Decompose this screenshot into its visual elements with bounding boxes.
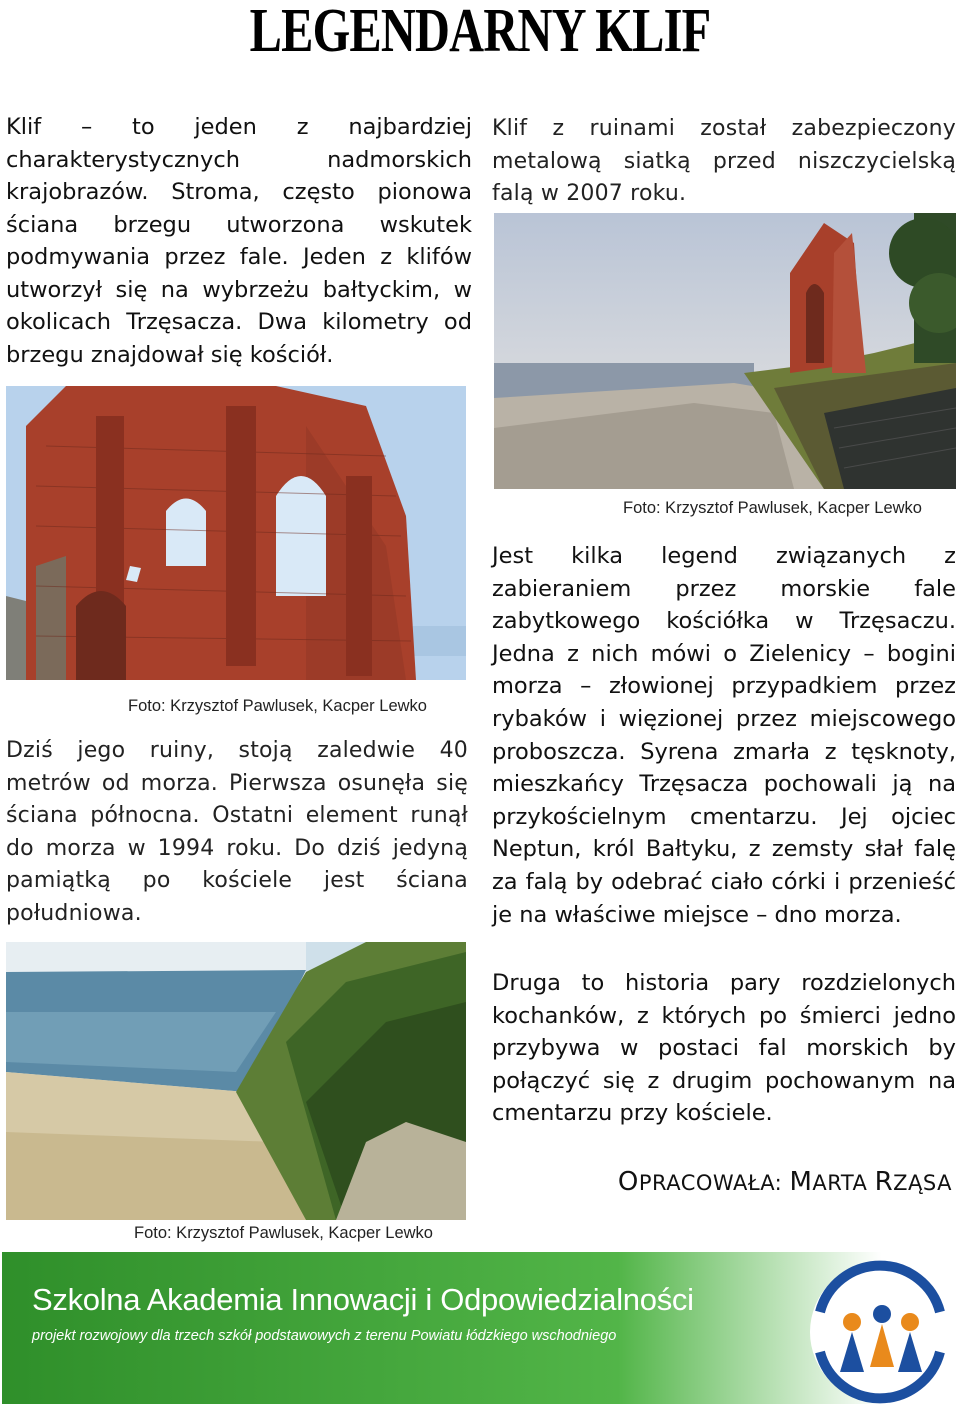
cliff-ruins-photo xyxy=(494,213,956,489)
legend2-paragraph: Druga to historia pary rozdzielonych kochanków, z których po śmierci jedno przybywa w postaci fal morskich by połączyć się z drugim pochowanym na cmentarzu przy kościele. xyxy=(492,970,956,1127)
banner-title: Szkolna Akademia Innowacji i Odpowiedzialności xyxy=(32,1282,694,1317)
sapio-logo-icon xyxy=(810,1262,950,1402)
project-banner xyxy=(2,1252,958,1404)
photo-caption-ruins: Foto: Krzysztof Pawlusek, Kacper Lewko xyxy=(128,697,427,715)
intro-paragraph: Klif – to jeden z najbardziej charakterystycznych nadmorskich krajobrazów. Stroma, często pionowa ściana brzegu utworzona wskutek podmywania przez fale. Jeden z klifów utworzył się na wybrzeżu bałtyckim, w okolicach Trzęsacza. Dwa kilometry od brzegu znajdował się kościół. xyxy=(6,114,472,368)
church-ruins-photo xyxy=(6,386,466,680)
author-credit: OPRACOWAŁA: MARTA RZĄSA xyxy=(617,1167,952,1197)
beach-cliff-photo xyxy=(6,942,466,1220)
banner-subtitle: projekt rozwojowy dla trzech szkół podstawowych z terenu Powiatu łódzkiego wschodniego xyxy=(32,1328,617,1344)
ruins-paragraph: Dziś jego ruiny, stoją zaledwie 40 metrów od morza. Pierwsza osunęła się ściana północna. Ostatni element runął do morza w 1994 roku. Do dziś jedyną pamiątką po kościele jest ściana południowa. xyxy=(6,738,468,926)
photo-caption-beach: Foto: Krzysztof Pawlusek, Kacper Lewko xyxy=(134,1224,433,1242)
fence-paragraph: Klif z ruinami został zabezpieczony metalową siatką przed niszczycielską falą w 2007 roku. xyxy=(492,116,956,206)
legend1-paragraph: Jest kilka legend związanych z zabieraniem przez morskie fale zabytkowego kościółka w Trzęsaczu. Jedna z nich mówi o Zielenicy – bogini morza – złowionej przypadkiem przez rybaków i więzionej przez miejscowego proboszcza. Syrena zmarła z tęsknoty, mieszkańcy Trzęsacza pochowali ją na przykościelnym cmentarzu. Jej ojciec Neptun, król Bałtyku, z zemsty słał falę za falą by odebrać ciało córki i przenieść je na właściwe miejsce – dno morza. xyxy=(492,543,956,928)
article-title: LEGENDARNY KLIF xyxy=(249,0,711,65)
photo-caption-cliff: Foto: Krzysztof Pawlusek, Kacper Lewko xyxy=(623,499,922,517)
